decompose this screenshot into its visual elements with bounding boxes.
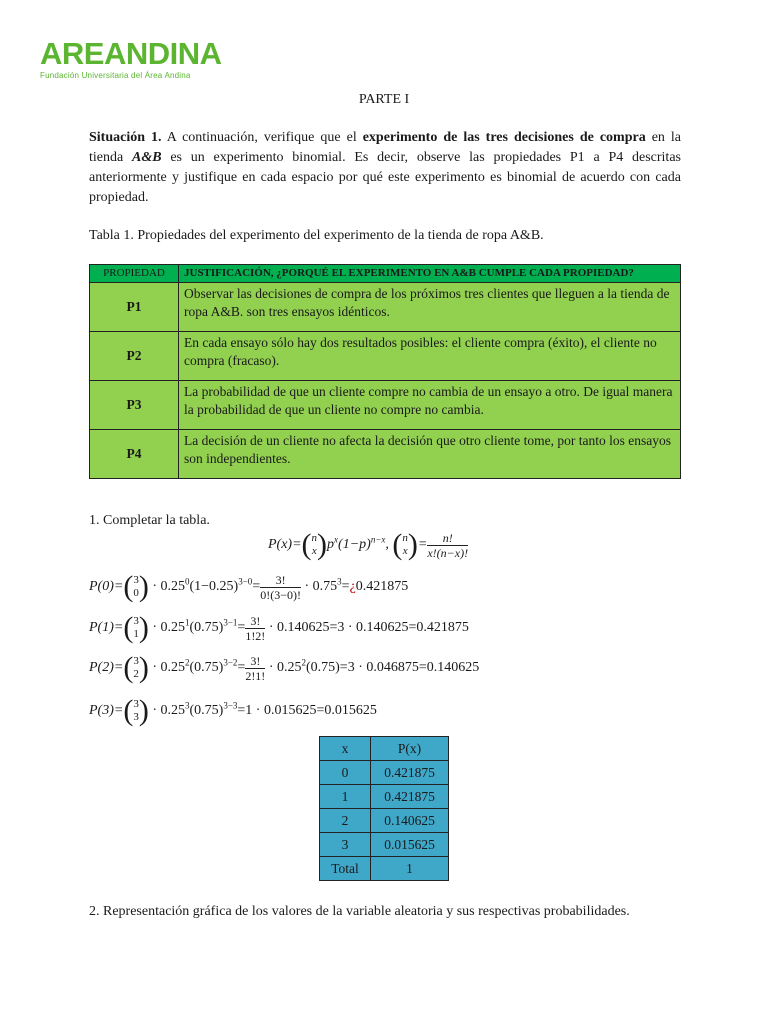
- table-row: [90, 283, 681, 332]
- property-name: P3: [90, 381, 179, 430]
- situation-paragraph: [89, 128, 681, 208]
- formula-p3: P(3)= ( 3 3 ) · $0.25^3(0.75)^{3-3}=1 \cdot 0.015625=0.015625$: [89, 694, 377, 727]
- header-justification: JUSTIFICACIÓN, ¿PORQUÉ EL EXPERIMENTO EN A&B CUMPLE CADA PROPIEDAD?: [179, 265, 681, 283]
- distribution-table: [319, 736, 449, 881]
- table-row: [90, 332, 681, 381]
- formula-p1: P(1)= ( 3 1 ) · $0.25^1(0.75)^{3-1}=$ $\frac{3!}{1!2!}$ · 0.140625=3 · 0.140625=0.421875: [89, 611, 469, 644]
- table-row: [320, 857, 449, 881]
- property-justification: Observar las decisiones de compra de los próximos tres clientes que lleguen a la tienda de ropa A&B. son tres ensayos idénticos.: [179, 283, 681, 332]
- property-justification: La decisión de un cliente no afecta la decisión que otro cliente tome, por tanto los ensayos son independientes.: [179, 430, 681, 479]
- situation-text-b: en la tienda: [89, 130, 682, 165]
- cell-x: 3: [320, 833, 371, 857]
- section-heading: PARTE I: [358, 92, 410, 107]
- table-row: [320, 809, 449, 833]
- situation-label: Situación 1.: [89, 130, 162, 145]
- table-caption: Tabla 1. Propiedades del experimento del experimento de la tienda de ropa A&B.: [89, 228, 544, 243]
- situation-text-c: es un experimento binomial. Es decir, observe las propiedades P1 a P4 descritas anteriormente y justifique en cada espacio por qué este experimento es binomial de acuerdo con cada propiedad.: [89, 150, 681, 205]
- cell-px: 1: [371, 857, 449, 881]
- property-name: P1: [90, 283, 179, 332]
- cell-px: 0.015625: [371, 833, 449, 857]
- header-property: PROPIEDAD: [90, 265, 179, 283]
- property-name: P2: [90, 332, 179, 381]
- logo-wordmark: AREANDINA: [40, 36, 222, 71]
- table-row: [320, 833, 449, 857]
- binomial-formula: P(x)= ( n x ) $p^x(1-p)^{n-x}$, ( n x ) = $\frac{n!}{x!(n-x)!}$: [268, 528, 469, 561]
- property-name: P4: [90, 430, 179, 479]
- cell-x: 0: [320, 761, 371, 785]
- distribution-header-row: [320, 737, 449, 761]
- properties-table: [89, 264, 681, 479]
- table-row: [90, 381, 681, 430]
- situation-text-a: A continuación, verifique que el: [161, 130, 363, 145]
- header-x: x: [320, 737, 371, 761]
- task-2-label: 2. Representación gráfica de los valores de la variable aleatoria y sus respectivas probabilidades.: [89, 904, 630, 919]
- table-row: [90, 430, 681, 479]
- table-row: [320, 761, 449, 785]
- cell-x: 1: [320, 785, 371, 809]
- properties-header-row: [90, 265, 681, 283]
- situation-bold-2: A&B: [131, 150, 162, 165]
- task-1-label: 1. Completar la tabla.: [89, 513, 210, 528]
- cell-px: 0.421875: [371, 785, 449, 809]
- cell-px: 0.421875: [371, 761, 449, 785]
- logo: [40, 38, 222, 80]
- formula-p2: P(2)= ( 3 2 ) · $0.25^2(0.75)^{3-2}=$ $\frac{3!}{2!1!}$ · $0.25^2(0.75)=3 \cdot 0.046875=0.140625$: [89, 651, 480, 684]
- property-justification: En cada ensayo sólo hay dos resultados posibles: el cliente compra (éxito), el cliente no compra (fracaso).: [179, 332, 681, 381]
- cell-x: Total: [320, 857, 371, 881]
- formula-p0: P(0)= ( 3 0 ) · $0.25^0(1-0.25)^{3-0}=$ $\frac{3!}{0!(3-0)!}$ · $0.75^3=¿0.421875$: [89, 570, 409, 603]
- situation-bold-1: experimento de las tres decisiones de compra: [362, 130, 646, 145]
- property-justification: La probabilidad de que un cliente compre no cambia de un ensayo a otro. De igual manera la probabilidad de que un cliente no compre no cambia.: [179, 381, 681, 430]
- logo-subtitle: Fundación Universitaria del Área Andina: [40, 71, 191, 80]
- cell-px: 0.140625: [371, 809, 449, 833]
- cell-x: 2: [320, 809, 371, 833]
- header-px: P(x): [371, 737, 449, 761]
- table-row: [320, 785, 449, 809]
